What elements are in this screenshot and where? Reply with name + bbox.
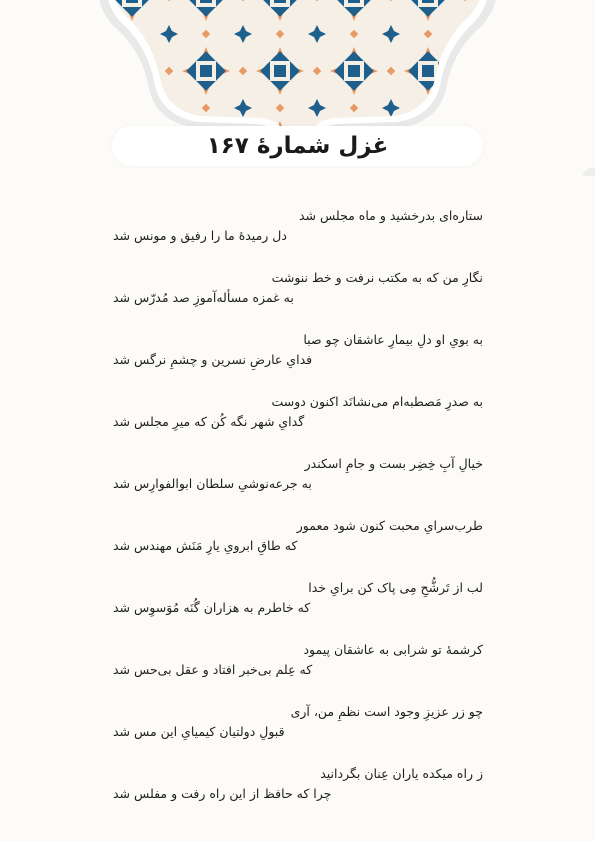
bottom-ornament: [95, 834, 500, 842]
verse-line-first: لب از تَرشُّحِ مِی پاک کن برایِ خدا: [308, 580, 483, 595]
couplet: [113, 764, 483, 826]
couplet: [113, 578, 483, 640]
title-band: [112, 126, 483, 166]
couplet: [113, 330, 483, 392]
couplet: [113, 702, 483, 764]
couplet: [113, 516, 483, 578]
side-tab: [583, 168, 595, 176]
verse-line-second: گدایِ شهر نگه کُن که میرِ مجلس شد: [113, 414, 305, 429]
couplet: [113, 454, 483, 516]
verse-line-second: به غمزه مسأله‌آموزِ صد مُدرّس شد: [113, 290, 294, 305]
verse-line-first: به صدرِ مَصطبه‌ام می‌نشانَد اکنون دوست: [271, 394, 483, 409]
verse-line-first: ز راه میکده یاران عِنان بگردانید: [320, 766, 483, 781]
verse-line-first: نگارِ من که به مکتب نرفت و خط ننوشت: [271, 270, 483, 285]
verse-line-first: طرب‌سرایِ محبت کنون شود معمور: [296, 518, 483, 533]
verse-line-second: که طاقِ ابرویِ یارِ مَنَش مهندس شد: [113, 538, 298, 553]
couplet: [113, 640, 483, 702]
verse-line-first: کرشمهٔ تو شرابی به عاشقان پیمود: [303, 642, 483, 657]
couplet: [113, 268, 483, 330]
verse-line-first: به بویِ او دلِ بیمارِ عاشقان چو صبا: [303, 332, 483, 347]
poem-body: [113, 206, 483, 826]
verse-line-first: خیالِ آبِ خِضِر بست و جامِ اسکندر: [304, 456, 483, 471]
couplet: [113, 392, 483, 454]
verse-line-second: دل رمیدهٔ ما را رفیق و مونس شد: [113, 228, 287, 243]
verse-line-second: قبولِ دولتیان کیمیایِ این مس شد: [113, 724, 285, 739]
verse-line-second: چرا که حافظ از این راه رفت و مفلس شد: [113, 786, 332, 801]
couplet: [113, 206, 483, 268]
verse-line-second: که عِلم بی‌خبر افتاد و عقل بی‌حس شد: [113, 662, 313, 677]
verse-line-first: چو زر عزیزِ وجود است نظمِ من، آری: [290, 704, 483, 719]
verse-line-second: به جرعه‌نوشیِ سلطان ابوالفوارِس شد: [113, 476, 312, 491]
verse-line-second: فدایِ عارضِ نسرین و چشمِ نرگس شد: [113, 352, 313, 367]
poem-title: غزل شمارهٔ ۱۶۷: [206, 133, 389, 159]
verse-line-second: که خاطرم به هزاران گُنَه مُوَسوِس شد: [113, 600, 311, 615]
verse-line-first: ستاره‌ای بدرخشید و ماه مجلس شد: [298, 208, 483, 223]
